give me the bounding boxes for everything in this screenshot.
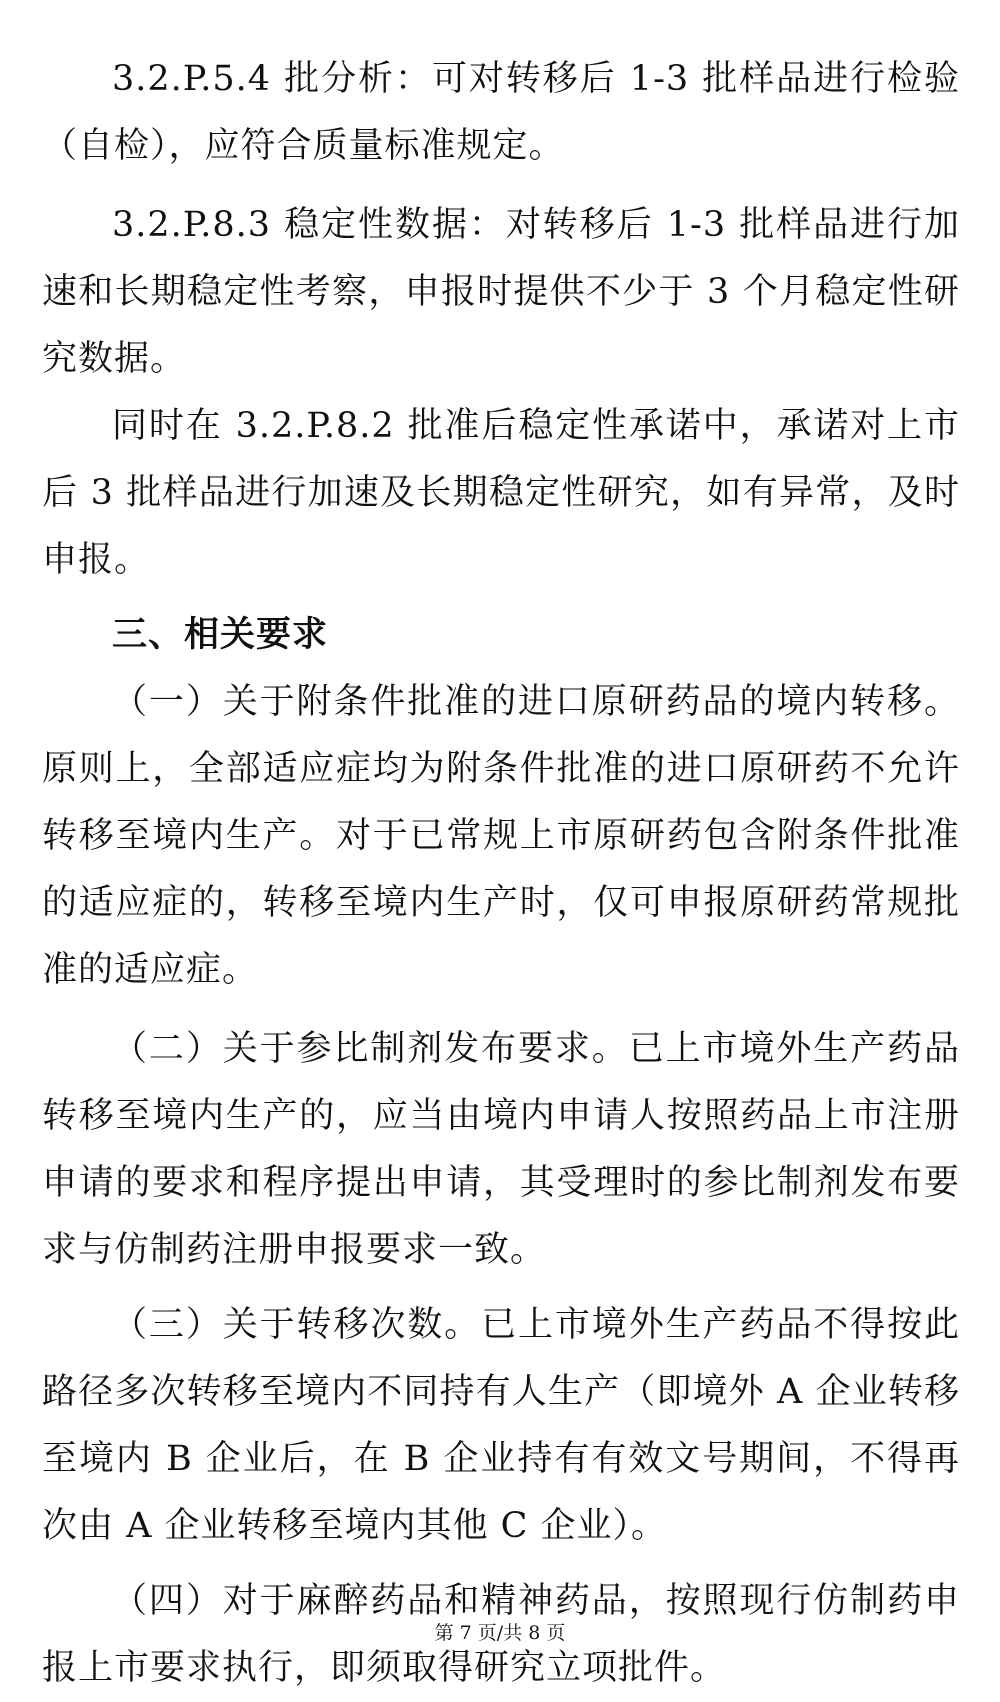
requirement-reference-listed-drug: （二）关于参比制剂发布要求。已上市境外生产药品转移至境内生产的，应当由境内申请人按照药品上市注册申请的要求和程序提出申请，其受理时的参比制剂发布要求与仿制药注册申报要求一致。 [42, 1029, 960, 1270]
paragraph-stability-commitment: 同时在 3.2.P.8.2 批准后稳定性承诺中，承诺对上市后 3 批样品进行加速及长期稳定性研究，如有异常，及时申报。 [42, 406, 960, 580]
requirement-conditional-approval: （一）关于附条件批准的进口原研药品的境内转移。原则上，全部适应症均为附条件批准的进口原研药不允许转移至境内生产。对于已常规上市原研药包含附条件批准的适应症的，转移至境内生产时，仅可申报原研药常规批准的适应症。 [42, 682, 960, 990]
paragraph-batch-analysis: 3.2.P.5.4 批分析：可对转移后 1-3 批样品进行检验（自检），应符合质量标准规定。 [42, 59, 960, 166]
paragraph-stability-data: 3.2.P.8.3 稳定性数据：对转移后 1-3 批样品进行加速和长期稳定性考察，申报时提供不少于 3 个月稳定性研究数据。 [42, 205, 960, 379]
document-body [42, 46, 960, 1702]
page-number-footer: 第 7 页/共 8 页 [434, 1622, 566, 1644]
requirement-transfer-count: （三）关于转移次数。已上市境外生产药品不得按此路径多次转移至境内不同持有人生产（即境外 A 企业转移至境内 B 企业后，在 B 企业持有有效文号期间，不得再次由 A 企业转移至境内其他 C 企业）。 [42, 1305, 960, 1546]
section-heading: 三、相关要求 [112, 615, 329, 655]
requirement-narcotic-psychotropic: （四）对于麻醉药品和精神药品，按照现行仿制药申报上市要求执行，即须取得研究立项批件。 [42, 1581, 960, 1688]
